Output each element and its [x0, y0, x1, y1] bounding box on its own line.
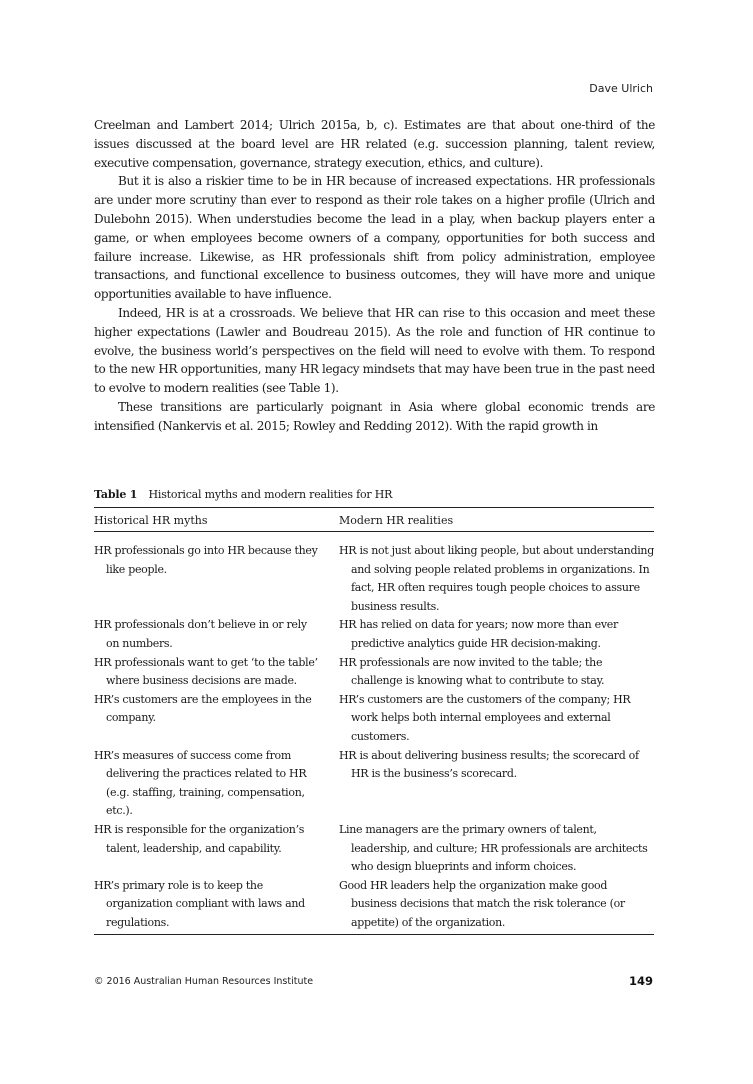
running-header: Dave Ulrich — [589, 82, 653, 95]
table-1 — [94, 488, 654, 935]
reality-cell: HR is about delivering business results; the scorecard of HR is the business’s scorecard. — [339, 748, 639, 781]
table-title: Historical myths and modern realities for HR — [148, 488, 393, 501]
table-row — [94, 747, 654, 821]
myth-cell: HR’s customers are the employees in the company. — [94, 692, 312, 725]
paragraph: But it is also a riskier time to be in HR because of increased expectations. HR professionals are under more scrutiny than ever to respond as their role takes on a higher profile (Ulrich and Dulebohn 2015). When understudies become the lead in a play, when backup players enter a game, or when employees become owners of a company, opportunities for both success and failure increase. Likewise, as HR professionals shift from policy administration, employee transactions, and functional excellence to business outcomes, they will have more and unique opportunities available to have influence. — [94, 174, 655, 302]
myth-cell: HR’s primary role is to keep the organization compliant with laws and regulations. — [94, 878, 305, 929]
reality-cell: HR professionals are now invited to the table; the challenge is knowing what to contribute to stay. — [339, 655, 605, 688]
reality-cell: Line managers are the primary owners of talent, leadership, and culture; HR professionals are architects who design blueprints and inform choices. — [339, 822, 648, 874]
copyright-notice: © 2016 Australian Human Resources Institute — [94, 976, 314, 987]
column-header-myths: Historical HR myths — [94, 508, 339, 532]
table-caption — [94, 488, 654, 501]
table-row — [94, 616, 654, 653]
myths-realities-table — [94, 507, 654, 935]
myth-cell: HR professionals want to get ‘to the table’ where business decisions are made. — [94, 655, 318, 688]
table-row — [94, 532, 654, 617]
myth-cell: HR’s measures of success come from delivering the practices related to HR (e.g. staffing, training, compensation, etc.). — [94, 748, 307, 818]
table-label: Table 1 — [94, 488, 138, 501]
paragraph: These transitions are particularly poignant in Asia where global economic trends are intensified (Nankervis et al. 2015; Rowley and Redding 2012). With the rapid growth in — [94, 399, 655, 433]
reality-cell: Good HR leaders help the organization make good business decisions that match the risk tolerance (or appetite) of the organization. — [339, 878, 625, 929]
column-header-realities: Modern HR realities — [339, 508, 654, 532]
body-text — [94, 116, 655, 436]
myth-cell: HR is responsible for the organization’s talent, leadership, and capability. — [94, 822, 305, 855]
table-row — [94, 654, 654, 691]
table-row — [94, 877, 654, 935]
reality-cell: HR’s customers are the customers of the company; HR work helps both internal employees and external customers. — [339, 692, 631, 743]
reality-cell: HR has relied on data for years; now more than ever predictive analytics guide HR decision-making. — [339, 618, 618, 650]
myth-cell: HR professionals go into HR because they like people. — [94, 544, 318, 576]
paragraph: Indeed, HR is at a crossroads. We believe that HR can rise to this occasion and meet these higher expectations (Lawler and Boudreau 2015). As the role and function of HR continue to evolve, the business world’s perspectives on the field will need to evolve with them. To respond to the new HR opportunities, many HR legacy mindsets that may have been true in the past need to evolve to modern realities (see Table 1). — [94, 305, 655, 396]
paragraph: Creelman and Lambert 2014; Ulrich 2015a, b, c). Estimates are that about one-third of the issues discussed at the board level are HR related (e.g. succession planning, talent review, executive compensation, governance, strategy execution, ethics, and culture). — [94, 118, 655, 170]
reality-cell: HR is not just about liking people, but about understanding and solving people related problems in organizations. In fact, HR often requires tough people choices to assure business results. — [339, 544, 654, 613]
page-number: 149 — [628, 974, 653, 988]
table-row — [94, 821, 654, 877]
table-row — [94, 691, 654, 747]
table-header-row — [94, 508, 654, 532]
myth-cell: HR professionals don’t believe in or rely on numbers. — [94, 618, 307, 650]
